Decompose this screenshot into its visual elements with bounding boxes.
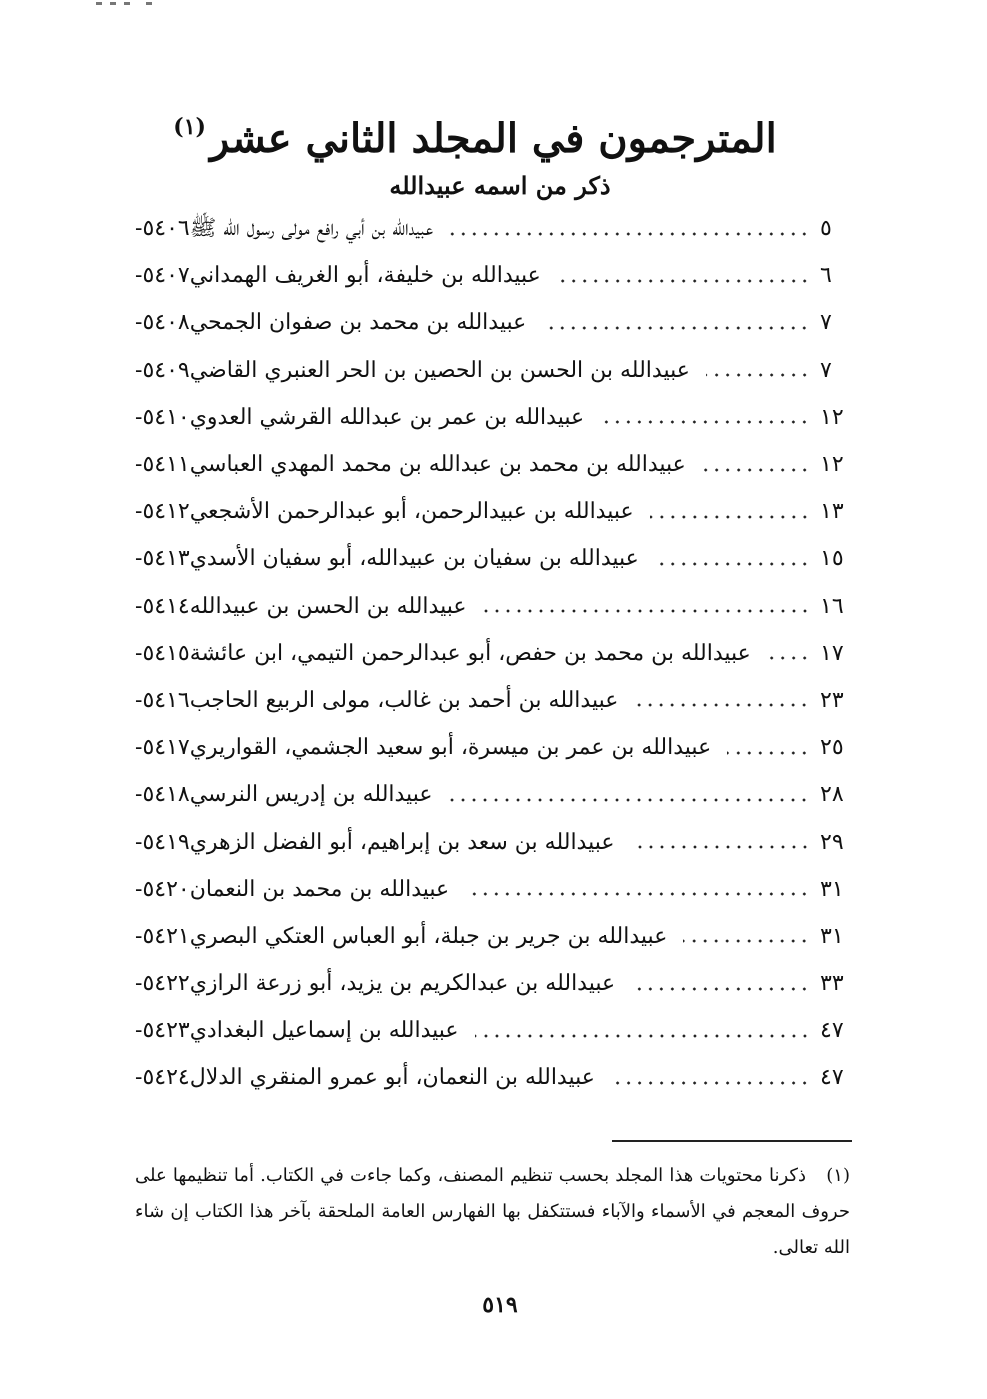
entry-page: ٥ bbox=[820, 216, 832, 242]
entry-name: عبيدالله بن إسماعيل البغدادي bbox=[189, 1018, 459, 1044]
entry-page: ١٢ bbox=[820, 452, 844, 478]
dot-leader bbox=[475, 1034, 810, 1038]
dot-leader bbox=[449, 232, 810, 236]
dot-leader bbox=[611, 1081, 810, 1085]
contents-entry bbox=[135, 677, 850, 724]
entry-page: ٤٧ bbox=[820, 1018, 844, 1044]
entry-name: عبيدالله بن محمد بن النعمان bbox=[189, 876, 450, 902]
scan-marks bbox=[96, 0, 166, 8]
dot-leader bbox=[727, 751, 810, 755]
dot-leader bbox=[634, 703, 810, 707]
contents-entry bbox=[135, 1007, 850, 1054]
contents-entry bbox=[135, 441, 850, 488]
entry-page: ٢٣ bbox=[820, 687, 844, 713]
entry-name: عبيدالله بن الحسن بن الحصين بن الحر العنبري القاضي bbox=[189, 357, 690, 383]
dot-leader bbox=[483, 609, 811, 613]
contents-entry bbox=[135, 960, 850, 1007]
entry-page: ١٧ bbox=[820, 640, 844, 666]
entry-number: ٥٤٠٨- bbox=[135, 310, 190, 336]
entry-page: ١٢ bbox=[820, 404, 844, 430]
entry-number: ٥٤١٣- bbox=[135, 546, 190, 572]
section-subtitle: ذكر من اسمه عبيدالله bbox=[389, 171, 611, 200]
contents-entry bbox=[135, 913, 850, 960]
footnote-text: ذكرنا محتويات هذا المجلد بحسب تنظيم المصنف، وكما جاءت في الكتاب. أما تنظيمها على حروف المعجم في الأسماء والآباء فستتكفل بها الفهارس العامة الملحقة بآخر هذا الكتاب إن شاء الله تعالى. bbox=[135, 1165, 850, 1258]
entry-page: ٤٧ bbox=[820, 1065, 844, 1091]
contents-entry bbox=[135, 583, 850, 630]
entry-name: عبيدالله بن أبي رافع مولى رسول الله ﷺ bbox=[189, 216, 434, 242]
entry-number: ٥٤٢٠- bbox=[135, 876, 190, 902]
entry-number: ٥٤٢٤- bbox=[135, 1065, 190, 1091]
entry-name: عبيدالله بن عمر بن عبدالله القرشي العدوي bbox=[189, 404, 585, 430]
page-title-text: المترجمون في المجلد الثاني عشر bbox=[209, 115, 777, 162]
entry-number: ٥٤١٦- bbox=[135, 687, 190, 713]
entry-number: ٥٤١١- bbox=[135, 452, 190, 478]
entry-page: ٣٣ bbox=[820, 971, 844, 997]
contents-entry bbox=[135, 724, 850, 771]
entry-name: عبيدالله بن عمر بن ميسرة، أبو سعيد الجشمي، القواريري bbox=[189, 735, 712, 761]
dot-leader bbox=[702, 468, 810, 472]
contents-entry bbox=[135, 818, 850, 865]
dot-leader bbox=[465, 892, 810, 896]
contents-entry bbox=[135, 205, 850, 252]
dot-leader bbox=[706, 373, 810, 377]
entry-name: عبيدالله بن أحمد بن غالب، مولى الربيع الحاجب bbox=[189, 687, 619, 713]
entry-number: ٥٤١٩- bbox=[135, 829, 190, 855]
entry-name: عبيدالله بن محمد بن عبدالله بن محمد المهدي العباسي bbox=[189, 452, 686, 478]
dot-leader bbox=[542, 326, 810, 330]
entry-page: ٢٩ bbox=[820, 829, 844, 855]
page-title bbox=[150, 92, 800, 174]
contents-entry bbox=[135, 347, 850, 394]
entry-page: ٣١ bbox=[820, 923, 844, 949]
dot-leader bbox=[683, 939, 810, 943]
entry-page: ١٣ bbox=[820, 499, 844, 525]
entry-name: عبيدالله بن محمد بن حفص، أبو عبدالرحمن التيمي، ابن عائشة bbox=[189, 640, 751, 666]
entry-page: ٣١ bbox=[820, 876, 844, 902]
entry-number: ٥٤١٤- bbox=[135, 593, 190, 619]
contents-list bbox=[135, 205, 850, 1102]
dot-leader bbox=[557, 279, 810, 283]
entry-name: عبيدالله بن إدريس النرسي bbox=[189, 782, 433, 808]
footnote-mark: (١) bbox=[826, 1165, 850, 1186]
entry-name: عبيدالله بن عبدالكريم بن يزيد، أبو زرعة الرازي bbox=[189, 971, 616, 997]
entry-number: ٥٤٠٩- bbox=[135, 357, 190, 383]
contents-entry bbox=[135, 252, 850, 299]
entry-number: ٥٤٢٢- bbox=[135, 971, 190, 997]
dot-leader bbox=[448, 798, 810, 802]
footnote bbox=[135, 1158, 850, 1266]
entry-page: ١٦ bbox=[820, 593, 844, 619]
contents-entry bbox=[135, 535, 850, 582]
entry-number: ٥٤١٧- bbox=[135, 735, 190, 761]
dot-leader bbox=[767, 656, 810, 660]
entry-number: ٥٤١٥- bbox=[135, 640, 190, 666]
entry-page: ٦ bbox=[820, 263, 832, 289]
entry-name: عبيدالله بن الحسن بن عبيدالله bbox=[189, 593, 467, 619]
entry-name: عبيدالله بن خليفة، أبو الغريف الهمداني bbox=[189, 263, 541, 289]
contents-entry bbox=[135, 299, 850, 346]
page-number: ٥١٩ bbox=[482, 1292, 518, 1318]
footnote-separator bbox=[612, 1140, 852, 1142]
entry-number: ٥٤٢١- bbox=[135, 923, 190, 949]
entry-name: عبيدالله بن محمد بن صفوان الجمحي bbox=[189, 310, 527, 336]
entry-page: ٧ bbox=[820, 310, 832, 336]
contents-entry bbox=[135, 630, 850, 677]
entry-number: ٥٤١٠- bbox=[135, 404, 190, 430]
entry-name: عبيدالله بن النعمان، أبو عمرو المنقري الدلال bbox=[189, 1065, 595, 1091]
entry-page: ١٥ bbox=[820, 546, 844, 572]
dot-leader bbox=[631, 845, 810, 849]
contents-entry bbox=[135, 771, 850, 818]
dot-leader bbox=[600, 420, 810, 424]
entry-page: ٢٥ bbox=[820, 735, 844, 761]
entry-number: ٥٤١٢- bbox=[135, 499, 190, 525]
entry-number: ٥٤١٨- bbox=[135, 782, 190, 808]
contents-entry bbox=[135, 866, 850, 913]
dot-leader bbox=[631, 987, 810, 991]
entry-name: عبيدالله بن عبيدالرحمن، أبو عبدالرحمن الأشجعي bbox=[189, 499, 634, 525]
dot-leader bbox=[655, 562, 810, 566]
entry-number: ٥٤٢٣- bbox=[135, 1018, 190, 1044]
entry-name: عبيدالله بن سفيان بن عبيدالله، أبو سفيان الأسدي bbox=[189, 546, 639, 572]
dot-leader bbox=[650, 515, 810, 519]
title-footnote-mark: (١) bbox=[173, 114, 206, 140]
entry-page: ٧ bbox=[820, 357, 832, 383]
entry-number: ٥٤٠٧- bbox=[135, 263, 190, 289]
entry-number: ٥٤٠٦- bbox=[135, 216, 190, 242]
contents-entry bbox=[135, 394, 850, 441]
entry-name: عبيدالله بن جرير بن جبلة، أبو العباس العتكي البصري bbox=[189, 923, 668, 949]
entry-page: ٢٨ bbox=[820, 782, 844, 808]
contents-entry bbox=[135, 1054, 850, 1101]
entry-name: عبيدالله بن سعد بن إبراهيم، أبو الفضل الزهري bbox=[189, 829, 615, 855]
contents-entry bbox=[135, 488, 850, 535]
